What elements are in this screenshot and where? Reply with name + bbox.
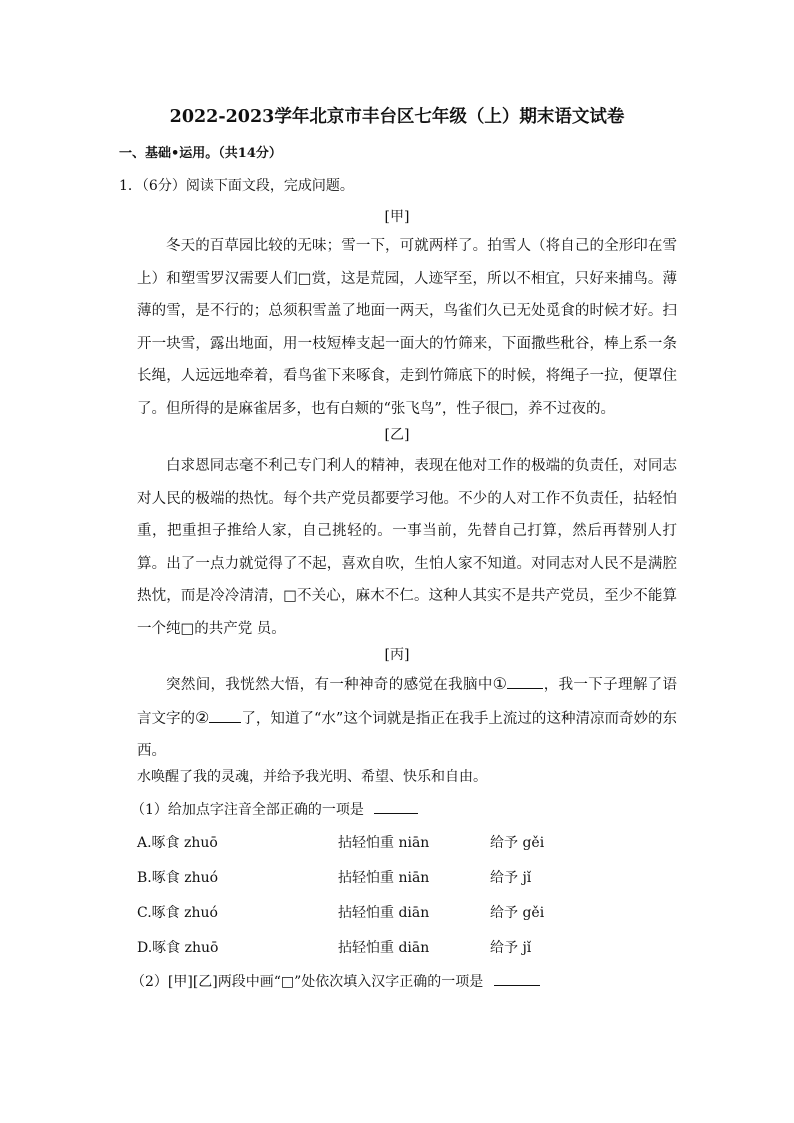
subquestion-1-text: （1）给加点字注音全部正确的一项是 [131,802,364,818]
section-heading: 一、基础•运用。（共14分） [119,146,282,161]
option-a-word2: 拈轻怕重 niān [338,835,430,851]
bing-text-a: 突然间，我恍然大悟，有一种神奇的感觉在我脑中 [166,677,493,693]
page-title: 2022-2023学年北京市丰台区七年级（上）期末语文试卷 [169,107,625,127]
label-jia: [甲] [384,209,410,225]
option-c-word: C.啄食 zhuó [137,905,218,921]
option-c-word2: 拈轻怕重 diān [338,905,430,921]
label-yi: [乙] [384,427,410,443]
passage-yi: 白求恩同志毫不利己专门利人的精神，表现在他对工作的极端的负责任，对同志对人民的极端的热忱。每个共产党员都要学习他。不少的人对工作不负责任，拈轻怕重，把重担子推给人家，自己挑轻的。一事当前，先替自己打算，然后再替别人打算。出了一点力就觉得了不起，喜欢自吹，生怕人家不知道。对同志对人民不是满腔热忱，而是冷冷清清，□不关心，麻木不仁。这种人其实不是共产党员，至少不能算一个纯□的共产党 员。 [137,458,677,637]
blank-marker-1: ① [492,674,508,693]
answer-blank-2[interactable] [209,721,241,723]
answer-blank-1[interactable] [507,687,543,689]
option-d-word3: 给予 jǐ [490,940,532,956]
label-bing: [丙] [384,647,410,663]
bing-line-2: 水唤醒了我的灵魂，并给予我光明、希望、快乐和自由。 [137,769,487,785]
passage-bing [137,668,677,768]
option-a-word: A.啄食 zhuō [137,835,218,851]
subquestion-1 [131,800,418,820]
option-a-word3: 给予 gěi [490,835,545,851]
option-b-word2: 拈轻怕重 niān [338,870,430,886]
blank-marker-2: ② [195,707,210,727]
passage-jia: 冬天的百草园比较的无味；雪一下，可就两样了。拍雪人（将自己的全形印在雪上）和塑雪罗汉需要人们□赏，这是荒园，人迹罕至，所以不相宜，只好来捕鸟。薄薄的雪，是不行的；总须积雪盖了地面一两天，鸟雀们久已无处觅食的时候才好。扫开一块雪，露出地面，用一枝短棒支起一面大的竹筛来，下面撒些秕谷，棒上系一条长绳，人远远地牵着，看鸟雀下来啄食，走到竹筛底下的时候，将绳子一拉，便罩住了。但所得的是麻雀居多，也有白颊的“张飞鸟”，性子很□，养不过夜的。 [137,238,677,417]
option-d-word2: 拈轻怕重 diān [338,940,430,956]
option-b-word3: 给予 jǐ [490,870,532,886]
subquestion-2-text: （2）[甲][乙]两段中画“□”处依次填入汉字正确的一项是 [131,974,484,990]
bing-text-b: ，我一下子理解了语言文字的 [137,677,678,727]
option-d-word: D.啄食 zhuō [137,940,219,956]
subquestion-2-answer-blank[interactable] [494,984,540,986]
subquestion-2 [131,972,540,992]
option-c-word3: 给予 gěi [490,905,545,921]
bing-text-c: 了，知道了“水”这个词就是指正在我手上流过的这种清凉而奇妙的东西。 [137,710,678,760]
question-1-intro: 1．（6分）阅读下面文段，完成问题。 [119,178,354,194]
option-b-word: B.啄食 zhuó [137,870,219,886]
subquestion-1-answer-blank[interactable] [374,812,418,814]
